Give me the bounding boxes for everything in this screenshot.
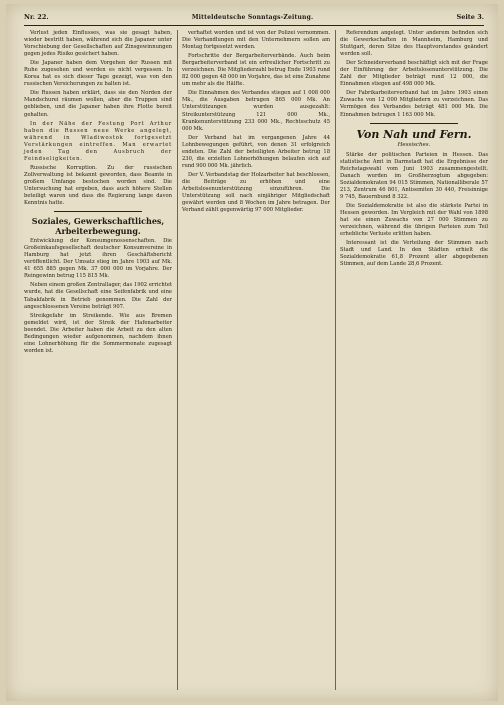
column-1 [24,30,172,357]
section-divider [54,211,142,212]
newspaper-title: Mitteldeutsche Sonntags-Zeitung. [191,13,314,21]
page-header [24,10,484,24]
paragraph: Fortschritte der Bergarbeiterverbände. Auch beim Bergarbeiterverband ist ein erfreulicher Fortschritt zu verzeichnen. Die Mitgliederzahl betrug Ende 1903 rund 82 000 gegen 48 000 im Vorjahre, das ist eine Zunahme um mehr als die Hälfte. [182,53,330,88]
column-divider [335,30,336,690]
paragraph: Verlust jeden Einflusses, was sie gesagt haben, wieder bestritt haben, während sich die Japaner unter Vorschiebung der Gesellschaften auf Zinsgewinnungen gegen jedes Risiko gesichert haben. [24,30,172,58]
paragraph: verhaftet worden und ist von der Polizei vernommen. Die Verhandlungen mit den Unternehmern sollen am Montag fortgesetzt werden. [182,30,330,51]
paragraph: Entwicklung der Konsumgenossenschaften. Die Großeinkaufsgesellschaft deutscher Konsumvereine in Hamburg hat jetzt ihren Geschäftsbericht veröffentlicht. Der Umsatz stieg im Jahre 1903 auf Mk. 41 655 885 gegen Mk. 37 000 000 im Vorjahre. Der Reingewinn betrug 115 815 Mk. [24,238,172,280]
paragraph: Referendum angelegt. Unter anderem befinden sich die Gewerkschaften in Mannheim, Hamburg und Stuttgart, deren Sitze des Hauptvorstandes geändert werden soll. [340,30,488,58]
paragraph: In der Nähe der Festung Port Arthur haben die Russen neue Werke angelegt, während in Wladiwostok fortgesetzt Verstärkungen eintreffen. Man erwartet jeden Tag den Ausbruch der Feindseligkeiten. [24,120,172,162]
paragraph: Der V. Verbandstag der Holzarbeiter hat beschlossen, die Beiträge zu erhöhen und eine Arbeitslosenunterstützung einzuführen. Die Unterstützung soll nach einjähriger Mitgliedschaft gewährt werden und 8 Wochen im Jahre betragen. Der Verband zählt gegenwärtig 97 000 Mitglieder. [182,171,330,214]
newspaper-page [6,4,498,701]
paragraph: Stärke der politischen Parteien in Hessen. Das statistische Amt in Darmstadt hat die Ergebnisse der Reichstagswahl vom Juni 1903 zusammengestellt. Danach wurden im Großherzogtum abgegeben: Sozialdemokraten 94 015 Stimmen, Nationalliberale 57 213, Zentrum 46 801, Antisemiten 30 440, Freisinnige 9 745, Bauernbund 8 322. [340,151,488,200]
issue-number: Nr. 22. [24,13,49,21]
paragraph: Streikgefahr im Streikende. Wie aus Bremen gemeldet wird, ist der Streik der Hafenarbeiter beendet. Die Arbeiter haben die Arbeit zu den alten Bedingungen wieder aufgenommen, nachdem ihnen eine Lohnerhöhung für die Sommermonate zugesagt worden ist. [24,312,172,354]
section-title-von-nah-und-fern: Von Nah und Fern. [356,127,472,141]
paragraph: Interessant ist die Verteilung der Stimmen nach Stadt und Land. In den Städten erhielt die Sozialdemokratie 61,8 Prozent aller abgegebenen Stimmen, auf dem Lande 28,6 Prozent. [340,240,488,268]
paragraph: Der Fabrikarbeiterverband hat im Jahre 1903 einen Zuwachs von 12 000 Mitgliedern zu verzeichnen. Das Vermögen des Verbandes beträgt 481 000 Mk. Die Einnahmen betrugen 1 163 000 Mk. [340,90,488,118]
page-number: Seite 3. [456,13,484,21]
column-2 [182,30,330,216]
paragraph: Der Verband hat im vergangenen Jahre 44 Lohnbewegungen geführt, von denen 31 erfolgreich endeten. Die Zahl der beteiligten Arbeiter betrug 18 230, die erzielten Lohnerhöhungen belaufen sich auf rund 900 000 Mk. jährlich. [182,134,330,169]
paragraph: Die Sozialdemokratie ist also die stärkste Partei in Hessen geworden. Im Vergleich mit der Wahl von 1898 hat sie einen Zuwachs von 27 000 Stimmen zu verzeichnen, während die übrigen Parteien zum Teil erhebliche Verluste erlitten haben. [340,202,488,238]
header-rule [24,25,484,26]
column-divider [177,30,178,690]
section-subtitle: Hessisches. [397,141,431,148]
paragraph: Die Japaner haben dem Vorgehen der Russen mit Ruhe zugesehen und werden es nicht vergessen. In Korea hat es sich dieser Tage gezeigt, was von den russischen Versicherungen zu halten ist. [24,60,172,88]
section-title: Soziales, Gewerkschaftliches, Arbeiterbewegung. [31,216,165,237]
section-divider [370,123,458,124]
paragraph: Die Einnahmen des Verbandes stiegen auf 1 008 000 Mk., die Ausgaben betrugen 865 000 Mk. An Unterstützungen wurden ausgezahlt: Streikunterstützung 121 000 Mk., Krankenunterstützung 233 000 Mk., Rechtsschutz 45 000 Mk. [182,90,330,132]
paragraph: Neben einem großen Zentrallager, das 1902 errichtet wurde, hat die Gesellschaft eine Seifenfabrik und eine Tabakfabrik in Betrieb genommen. Die Zahl der angeschlossenen Vereine beträgt 907. [24,282,172,310]
paragraph: Der Schneiderverband beschäftigt sich mit der Frage der Einführung der Arbeitslosenunterstützung. Die Zahl der Mitglieder beträgt rund 12 000, die Einnahmen stiegen auf 498 000 Mk. [340,60,488,88]
column-3 [340,30,488,270]
paragraph: Die Russen haben erklärt, dass sie den Norden der Mandschurei räumen wollen, aber die Truppen sind geblieben, und die Japaner haben ihre Flotte bereit gehalten. [24,90,172,118]
paragraph: Russische Korruption. Zu der russischen Zollverwaltung ist bekannt geworden, dass Beamte in großem Umfange bestochen worden sind. Die Untersuchung hat ergeben, dass auch höhere Stellen beteiligt waren und dass die Regierung lange davon Kenntnis hatte. [24,164,172,207]
